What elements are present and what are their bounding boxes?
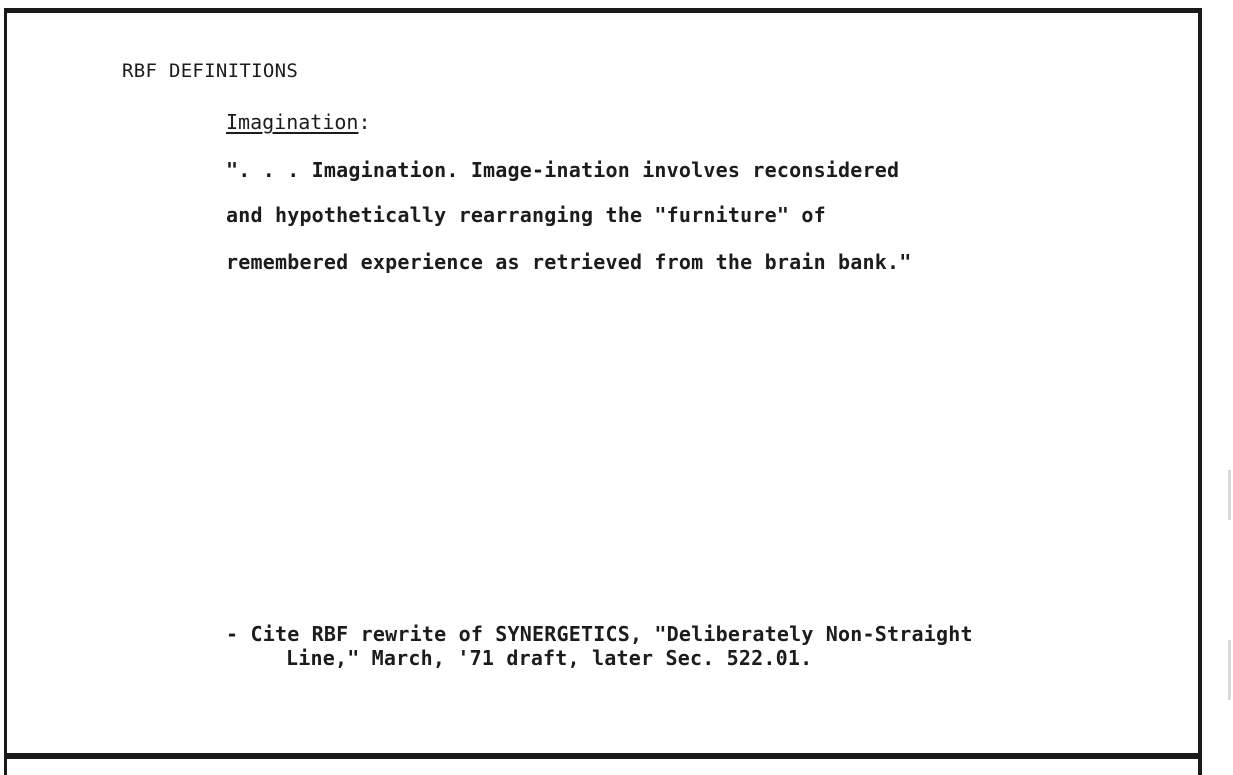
quote-line: ". . . Imagination. Image-ination involves reconsidered (226, 158, 900, 182)
citation-line: Line," March, '71 draft, later Sec. 522.01. (286, 646, 813, 670)
term-colon: : (358, 110, 371, 134)
term-word: Imagination (226, 110, 359, 134)
citation-line: - Cite RBF rewrite of SYNERGETICS, "Deliberately Non-Straight (226, 622, 973, 646)
card-heading: RBF DEFINITIONS (122, 60, 299, 82)
term-title (226, 110, 371, 134)
quote-line: remembered experience as retrieved from the brain bank." (226, 250, 912, 274)
quote-line: and hypothetically rearranging the "furniture" of (226, 203, 826, 227)
scan-mark (1228, 470, 1231, 520)
scan-mark (1228, 640, 1231, 700)
next-card-edge (4, 756, 1202, 775)
